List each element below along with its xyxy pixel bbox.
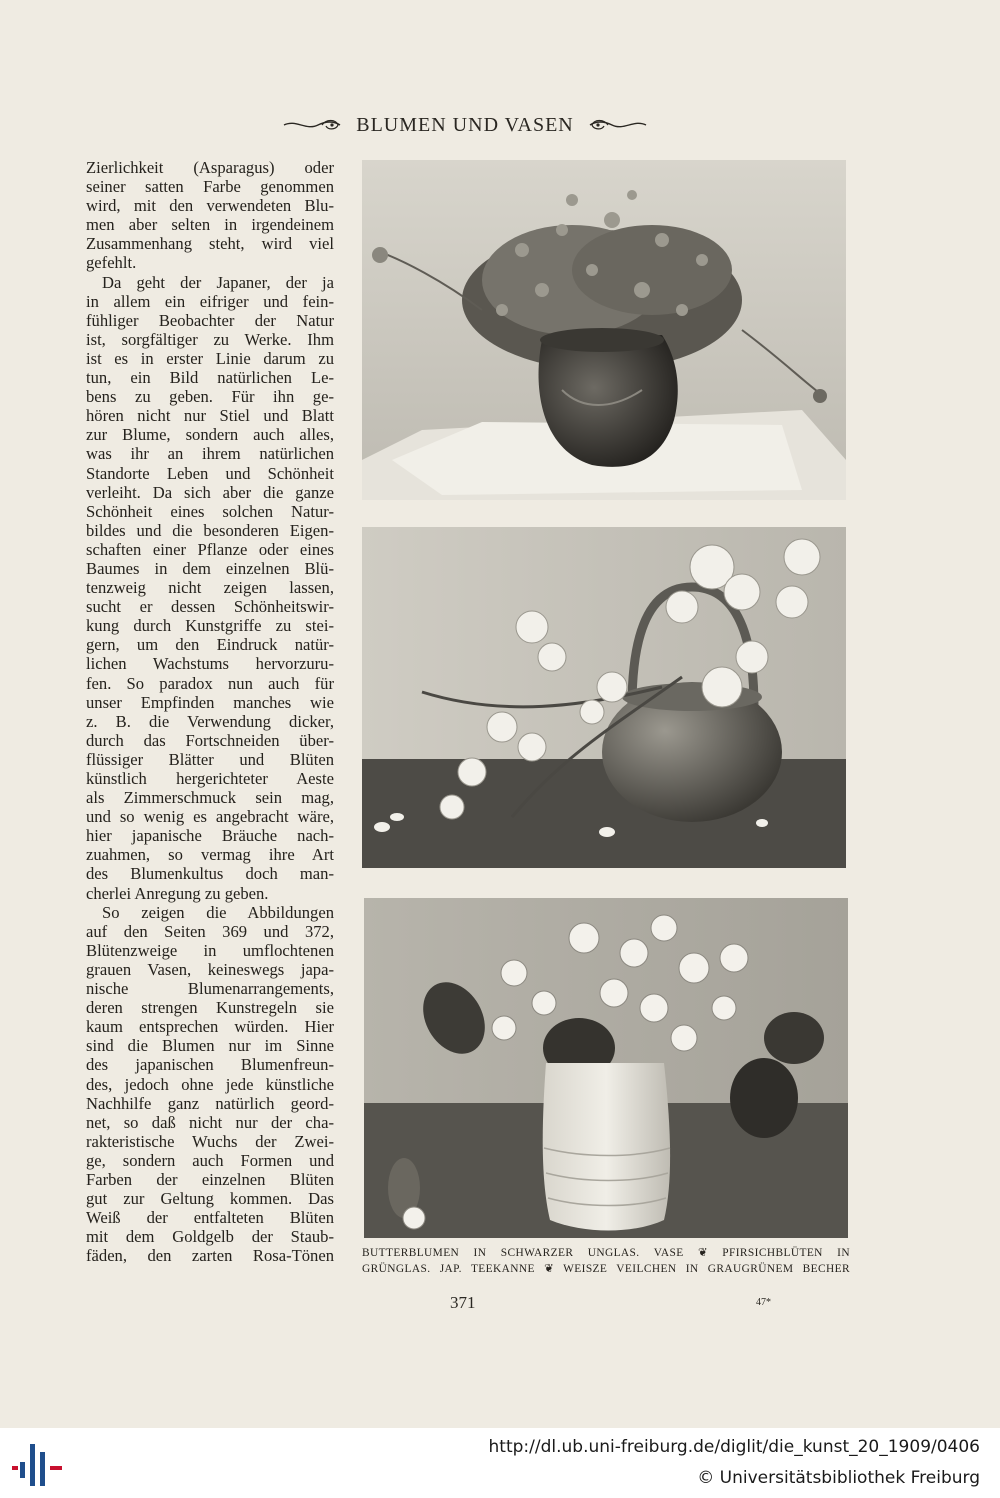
text-line: des Blumenkultus doch man- (86, 864, 334, 884)
text-line: Farben der einzelnen Blüten (86, 1169, 334, 1189)
page-number: 371 (450, 1293, 476, 1312)
text-line: deren strengen Kunstregeln sie (86, 998, 334, 1018)
text-line: sind die Blumen nur im Sinne (86, 1036, 334, 1056)
text-line: zur Blume, sondern auch alles, (86, 425, 334, 445)
text-line: verleiht. Da sich aber die ganze (86, 482, 334, 502)
text-line: in allem ein eifriger und fein- (86, 291, 334, 311)
text-line: bens zu geben. Für ihn ge- (86, 387, 334, 407)
text-line: tenzweig nicht zeigen lassen, (86, 578, 334, 598)
text-line: Zierlichkeit (Asparagus) oder (86, 158, 334, 177)
text-line: gern, um den Eindruck natür- (86, 635, 334, 655)
text-line: Nachhilfe ganz natürlich geord- (86, 1093, 334, 1113)
signature-mark: 47* (756, 1297, 771, 1308)
text-line: men aber selten in irgendeinem (86, 215, 334, 235)
university-library-logo-icon (12, 1440, 64, 1490)
text-line: So zeigen die Abbildungen (102, 902, 334, 922)
text-line: ist es in erster Linie darum zu (86, 348, 334, 368)
text-line: cherlei Anregung zu geben. (86, 883, 269, 903)
text-line: lichen Wachstums hervorzuru- (86, 654, 334, 674)
text-line: des japanischen Blumenfreun- (86, 1055, 334, 1075)
text-line: kaum entsprechen würden. Hier (86, 1017, 334, 1037)
text-line: nische Blumenarrangements, (86, 979, 334, 999)
text-line: sucht er dessen Schönheitswir- (86, 597, 334, 617)
text-line: unser Empfinden manches wie (86, 692, 334, 712)
text-line: fäden, den zarten Rosa-Tönen (86, 1246, 334, 1266)
text-line: flüssiger Blätter und Blüten (86, 749, 334, 769)
text-line: z. B. die Verwendung dicker, (86, 711, 334, 731)
text-line: gut zur Geltung kommen. Das (86, 1189, 334, 1209)
text-line: Blütenzweige in umflochtenen (86, 940, 334, 960)
text-line: und so wenig es angebracht wäre, (86, 807, 334, 827)
text-line: gefehlt. (86, 253, 137, 273)
photo-white-violets-beaker (364, 898, 848, 1238)
text-line: durch das Fortschneiden über- (86, 730, 334, 750)
text-line: kung durch Kunstgriffe zu stei- (86, 616, 334, 636)
text-line: was ihr an ihrem natürlichen (86, 444, 334, 464)
photo-buttercups-vase (362, 160, 846, 500)
text-line: Zusammenhang steht, wird viel (86, 234, 334, 254)
text-line: mit dem Goldgelb der Staub- (86, 1227, 334, 1247)
photo-caption (362, 1245, 850, 1277)
text-line: Da geht der Japaner, der ja (102, 272, 334, 292)
text-line: Baumes in dem einzelnen Blü- (86, 558, 334, 578)
caption-line-2: GRÜNGLAS. JAP. TEEKANNE ❦ WEISZE VEILCHEN IN GRAUGRÜNEM BECHER (362, 1263, 850, 1275)
text-line: wird, mit den verwendeten Blu- (86, 196, 334, 216)
text-line: Standorte Leben und Schönheit (86, 463, 334, 483)
photo-peach-blossoms-teapot (362, 527, 846, 868)
text-line: bildes und die besonderen Eigen- (86, 520, 334, 540)
text-line: hören nicht nur Stiel und Blatt (86, 406, 334, 426)
page-title: BLUMEN UND VASEN (356, 113, 574, 136)
running-header (270, 112, 660, 138)
text-line: fühliger Beobachter der Natur (86, 310, 334, 330)
body-text-column (86, 158, 334, 1265)
right-ornament-icon (588, 117, 648, 133)
text-line: Schönheit eines solchen Natur- (86, 501, 334, 521)
text-line: schaften einer Pflanze oder eines (86, 539, 334, 559)
text-line: hier japanische Bräuche nach- (86, 826, 334, 846)
text-line: ge, sondern auch Formen und (86, 1150, 334, 1170)
text-line: tun, ein Bild natürlichen Le- (86, 368, 334, 388)
text-line: künstlich hergerichteter Aeste (86, 769, 334, 788)
text-line: seiner satten Farbe genommen (86, 177, 334, 197)
text-line: grauen Vasen, keineswegs japa- (86, 959, 334, 979)
left-ornament-icon (282, 117, 342, 133)
copyright-notice: © Universitätsbibliothek Freiburg (697, 1468, 980, 1488)
text-line: zuahmen, so vermag ihre Art (86, 845, 334, 865)
text-line: fen. So paradox nun auch für (86, 673, 334, 693)
text-line: des, jedoch ohne jede künstliche (86, 1074, 334, 1094)
text-line: rakteristische Wuchs der Zwei- (86, 1131, 334, 1151)
viewer-footer (0, 1428, 1000, 1498)
text-line: auf den Seiten 369 und 372, (86, 921, 334, 941)
text-line: Weiß der entfalteten Blüten (86, 1208, 334, 1228)
text-line: net, so daß nicht nur der cha- (86, 1112, 334, 1132)
document-url-link[interactable]: http://dl.ub.uni-freiburg.de/diglit/die_kunst_20_1909/0406 (488, 1437, 980, 1457)
text-line: ist, sorgfältiger zu Werke. Ihm (86, 329, 334, 349)
text-line: als Zimmerschmuck sein mag, (86, 788, 334, 808)
caption-line-1: BUTTERBLUMEN IN SCHWARZER UNGLAS. VASE ❦ PFIRSICHBLÜTEN IN (362, 1247, 850, 1259)
